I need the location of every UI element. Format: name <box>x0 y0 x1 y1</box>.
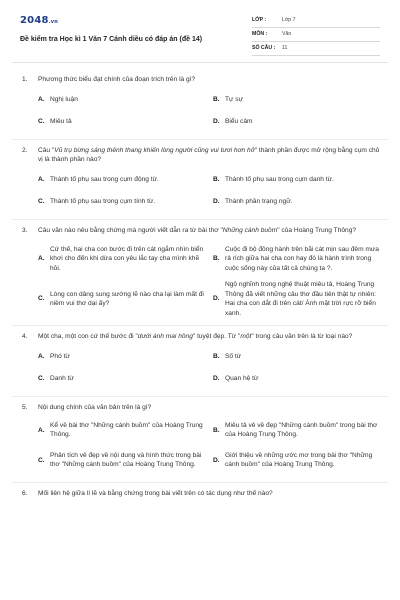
option-d[interactable] <box>213 444 388 476</box>
question-2 <box>0 146 400 213</box>
option-text: Cứ thế, hai cha con bước đi trên cát ngắm nhìn biển khơi cho đến khi dừa con yêu lắc tay cha mình khẽ hỏi. <box>50 245 204 272</box>
option-letter: C. <box>38 374 45 382</box>
option-b[interactable] <box>213 169 388 191</box>
option-letter: C. <box>38 456 45 464</box>
option-text: Phó từ <box>50 352 70 360</box>
question-6 <box>0 489 400 499</box>
question-stem <box>22 332 380 342</box>
question-stem <box>22 75 380 85</box>
meta-value: 11 <box>282 44 288 51</box>
option-d[interactable] <box>213 191 388 213</box>
option-text: Tự sự <box>225 95 243 103</box>
option-c[interactable] <box>38 444 213 476</box>
option-a[interactable] <box>38 416 213 444</box>
option-text: Danh từ <box>50 374 74 382</box>
option-text: Lòng con dâng sung sướng lẽ nào cha lại làm mất đi niềm vui thơ dại ấy? <box>50 290 204 308</box>
option-text: Miêu tả <box>50 117 72 125</box>
question-divider <box>12 482 388 483</box>
option-letter: B. <box>213 426 220 434</box>
option-text: Thành tố phụ sau trong cụm danh từ. <box>225 175 334 183</box>
option-c[interactable] <box>38 111 213 133</box>
meta-row-subject <box>252 28 380 42</box>
question-text: Nội dung chính của văn bản trên là gì? <box>38 403 152 411</box>
option-letter: A. <box>38 426 45 434</box>
option-letter: B. <box>213 95 220 103</box>
option-b[interactable] <box>213 239 388 279</box>
option-d[interactable] <box>213 368 388 390</box>
question-stem <box>22 226 380 236</box>
meta-label: SỐ CÂU : <box>252 44 276 51</box>
question-divider <box>12 396 388 397</box>
option-letter: C. <box>38 295 45 303</box>
option-text: Số từ <box>225 352 242 360</box>
option-letter: A. <box>38 352 45 360</box>
option-letter: D. <box>213 117 220 125</box>
option-text: Giới thiệu về những ước mơ trong bài thơ "Những cánh buồm" của Hoàng Trung Thông. <box>225 451 373 469</box>
answer-options <box>38 416 380 476</box>
question-divider <box>12 325 388 326</box>
option-text: Cuộc đi bộ đồng hành trên bãi cát mịn sau đêm mưa rả rích giữa hai cha con hay đó là hành trình trong cuộc sống này của tất cả chúng ta ?. <box>225 245 379 272</box>
question-number: 2. <box>22 146 28 154</box>
answer-options <box>38 89 380 133</box>
option-text: Thành phần trạng ngữ. <box>225 197 293 205</box>
meta-row-question-count <box>252 42 380 56</box>
option-c[interactable] <box>38 279 213 319</box>
option-letter: B. <box>213 352 220 360</box>
meta-row-grade <box>252 14 380 28</box>
option-letter: A. <box>38 95 45 103</box>
question-number: 6. <box>22 490 28 498</box>
option-b[interactable] <box>213 89 388 111</box>
option-c[interactable] <box>38 191 213 213</box>
option-letter: D. <box>213 456 220 464</box>
option-a[interactable] <box>38 169 213 191</box>
option-letter: D. <box>213 295 220 303</box>
option-b[interactable] <box>213 416 388 444</box>
option-c[interactable] <box>38 368 213 390</box>
question-divider <box>12 219 388 220</box>
option-a[interactable] <box>38 239 213 279</box>
question-divider <box>12 139 388 140</box>
exam-meta-table <box>252 14 380 56</box>
question-stem <box>22 489 380 499</box>
option-letter: D. <box>213 197 220 205</box>
exam-title: Đề kiểm tra Học kì 1 Văn 7 Cánh diều có đáp án (đề 14) <box>20 35 203 43</box>
option-letter: D. <box>213 374 220 382</box>
question-text: Câu văn nào nêu bằng chứng mà người viết dẫn ra từ bài thơ "Những cánh buồm" của Hoàng Trung Thông? <box>38 226 357 234</box>
question-stem <box>22 403 380 413</box>
answer-options <box>38 169 380 213</box>
option-a[interactable] <box>38 89 213 111</box>
question-stem <box>22 146 380 165</box>
question-text: Một cha, một con cứ thế bước đi "dưới ánh mai hồng" tuyệt đẹp. Từ "một" trong câu văn trên là từ loại nào? <box>38 333 353 341</box>
option-text: Quan hệ từ <box>225 374 259 382</box>
option-text: Phân tích vẻ đẹp về nội dung và hình thức trong bài thơ "Những cánh buồm" của Hoàng Trung Thông. <box>50 451 202 469</box>
meta-label: MÔN : <box>252 30 268 37</box>
document-header <box>0 0 400 62</box>
option-text: Nghị luận <box>50 95 78 103</box>
question-text: Câu "Vũ trụ bừng sáng thênh thang khiến lòng người cũng vui tươi hơn hở" thành phần được mở rộng bằng cụm chủ vị là thành phần nào? <box>38 146 380 164</box>
option-b[interactable] <box>213 346 388 368</box>
question-3 <box>0 226 400 320</box>
question-text: Mối liên hệ giữa lí lẽ và bằng chứng trong bài viết trên có tác dụng như thế nào? <box>38 490 273 498</box>
question-number: 1. <box>22 76 28 83</box>
question-text: Phương thức biểu đạt chính của đoạn trích trên là gì? <box>38 76 196 83</box>
option-letter: B. <box>213 255 220 263</box>
answer-options <box>38 346 380 390</box>
option-text: Thành tố phụ sau trong cụm tính từ. <box>50 197 156 205</box>
option-text: Ngộ nghĩnh trong nghệ thuật miêu tả, Hoàng Trung Thông đã viết những câu thơ đầu tiên thật tự nhiên: Hai cha con dắt đi trên cát/ Ánh mặt trời rực rỡ biển xanh. <box>225 281 376 317</box>
option-letter: C. <box>38 117 45 125</box>
question-1 <box>0 75 400 133</box>
option-letter: B. <box>213 175 220 183</box>
meta-label: LỚP : <box>252 16 267 23</box>
question-4 <box>0 332 400 390</box>
option-text: Biểu cảm <box>225 117 253 125</box>
meta-value: Văn <box>282 30 292 37</box>
option-d[interactable] <box>213 111 388 133</box>
option-a[interactable] <box>38 346 213 368</box>
question-number: 3. <box>22 226 28 234</box>
site-logo[interactable]: 2048.vn <box>20 15 58 26</box>
question-number: 5. <box>22 403 28 411</box>
question-5 <box>0 403 400 477</box>
answer-options <box>38 239 380 319</box>
option-text: Kể về bài thơ "Những cánh buồm" của Hoàng Trung Thông. <box>50 421 203 439</box>
option-text: Miêu tả vẻ về đẹp "Những cánh buồm" trong bài thơ của Hoàng Trung Thông. <box>225 421 378 439</box>
option-letter: A. <box>38 255 45 263</box>
question-number: 4. <box>22 333 28 341</box>
option-letter: A. <box>38 175 45 183</box>
meta-value: Lớp 7 <box>282 16 296 23</box>
option-letter: C. <box>38 197 45 205</box>
option-d[interactable] <box>213 279 388 319</box>
option-text: Thành tố phụ sau trong cụm động từ. <box>50 175 159 183</box>
